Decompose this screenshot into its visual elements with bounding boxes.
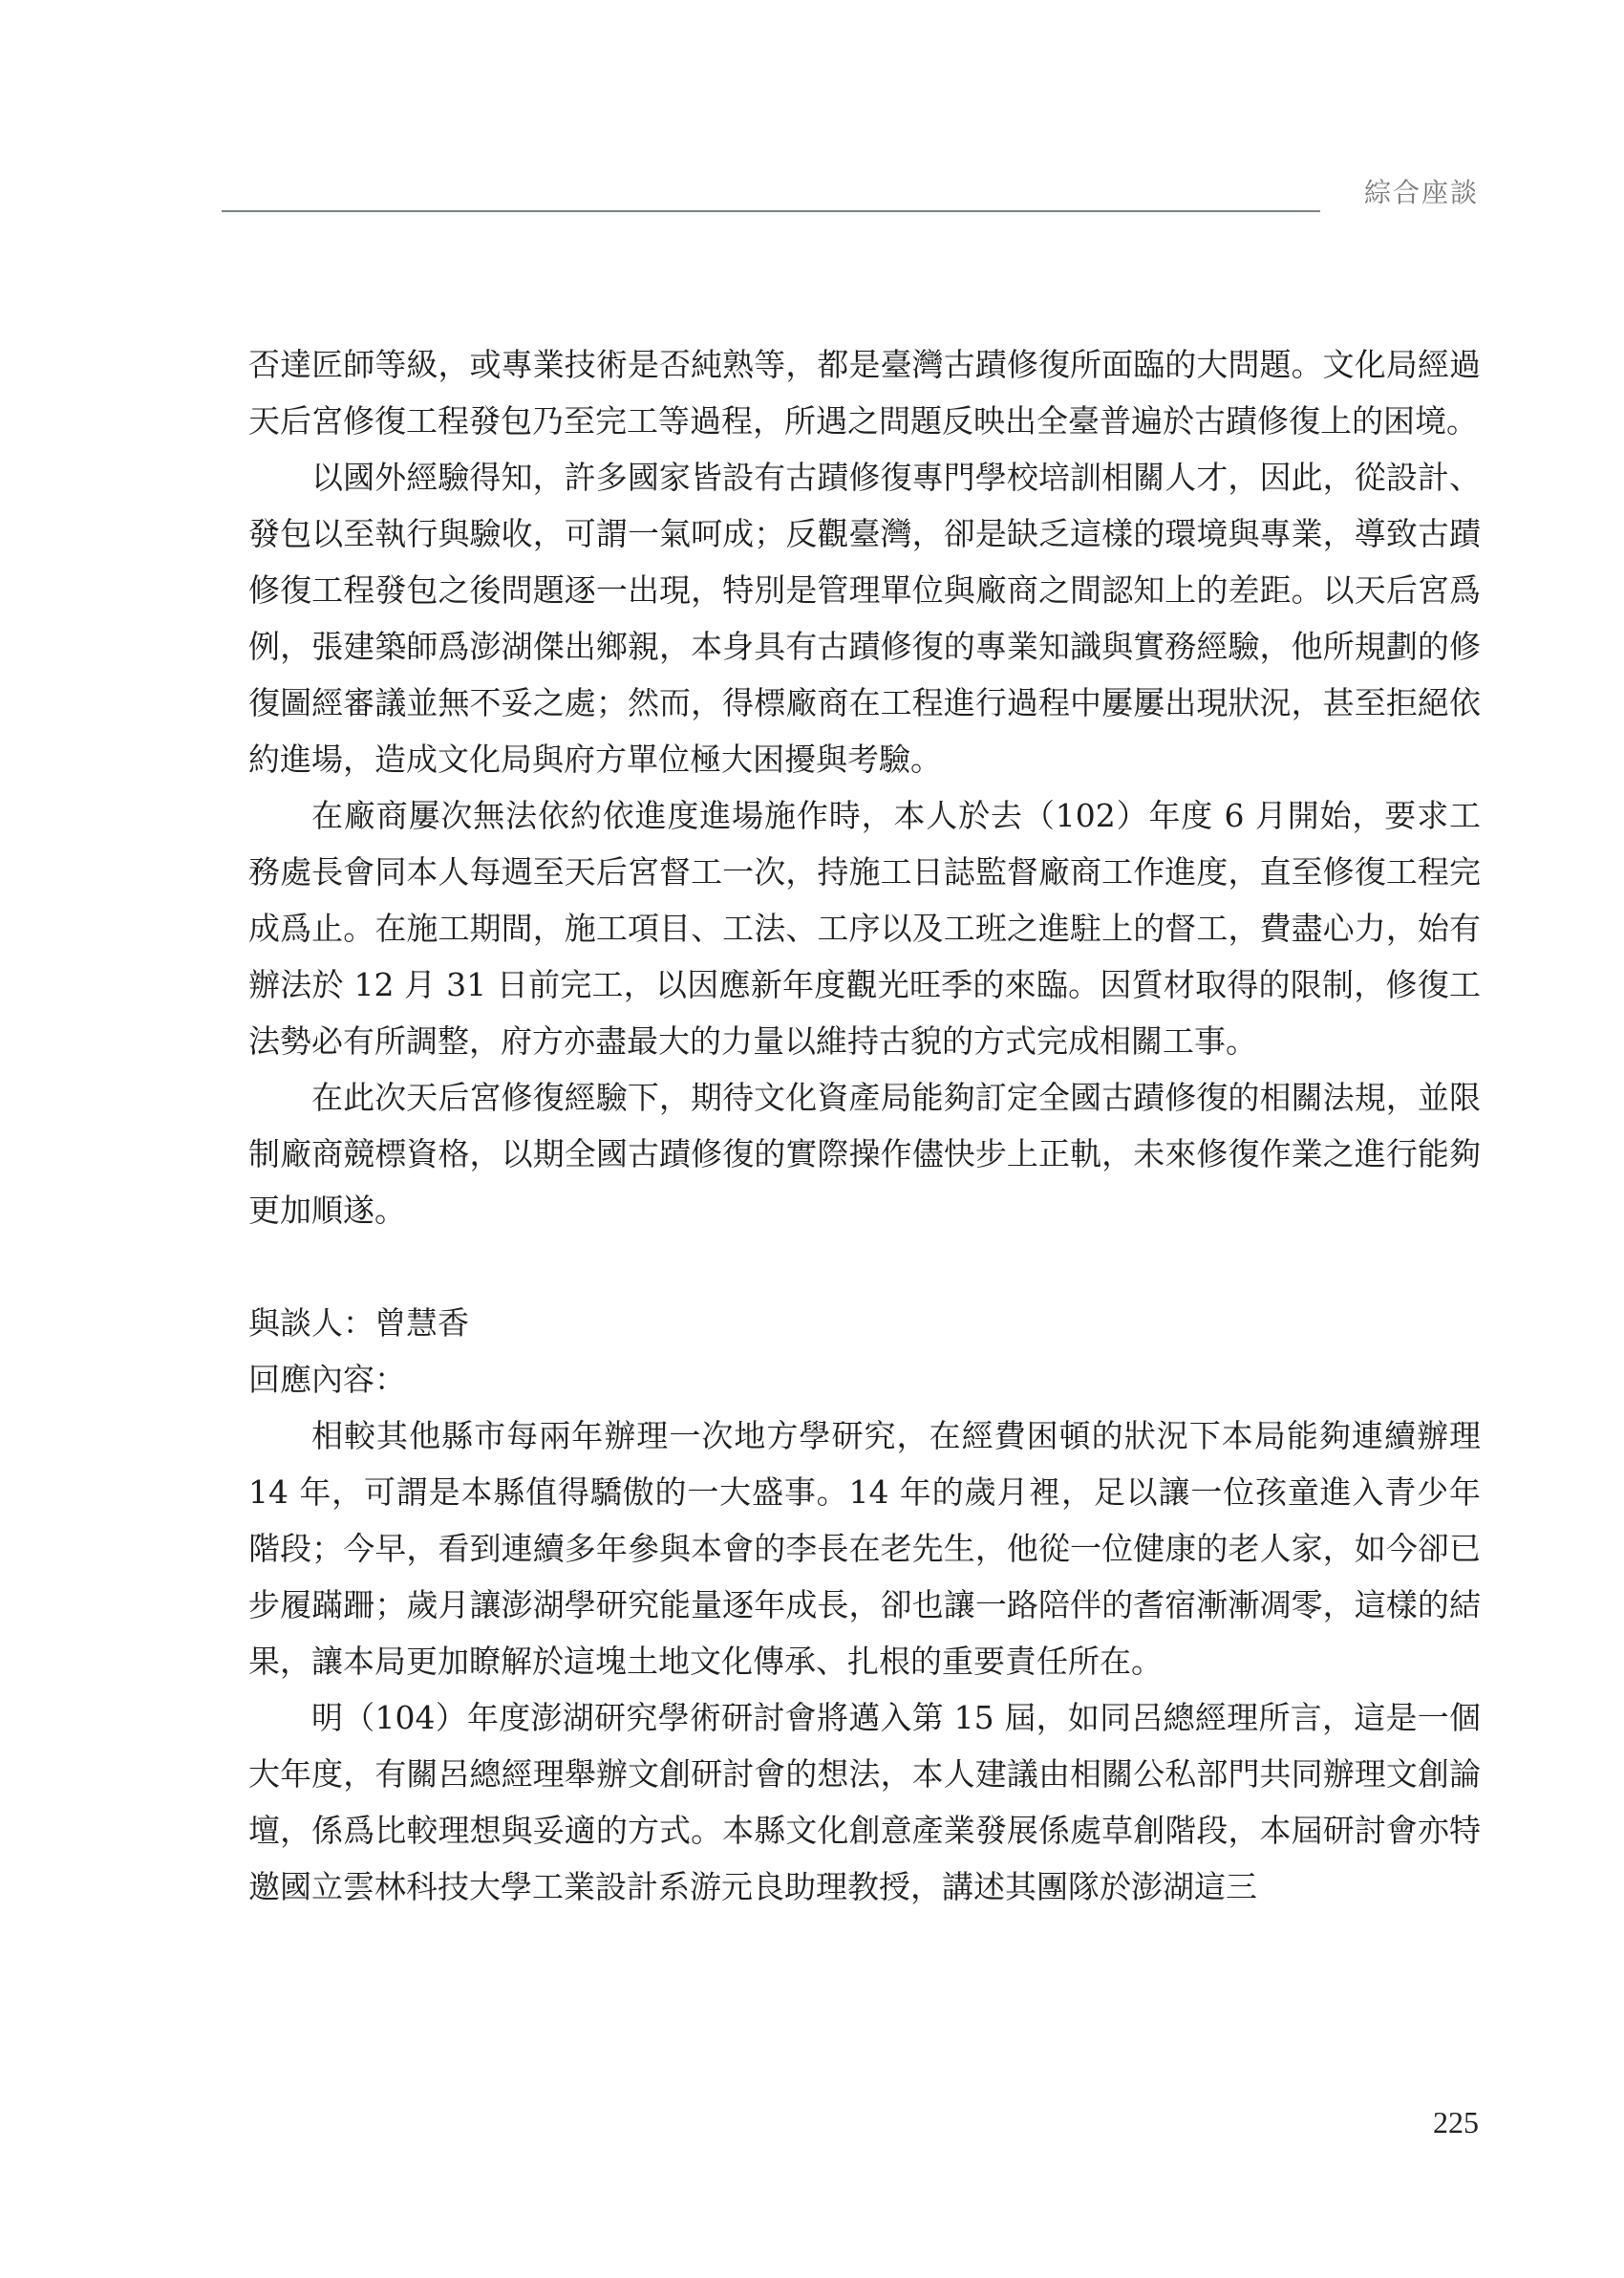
response-paragraph: 相較其他縣市每兩年辦理一次地方學研究，在經費困頓的狀況下本局能夠連續辦理 14 年，可謂是本縣值得驕傲的一大盛事。14 年的歲月裡，足以讓一位孩童進入青少年階段；今早，看到連續多年參與本會的李長在老先生，他從一位健康的老人家，如今卻已步履蹣跚；歲月讓澎湖學研究能量逐年成長，卻也讓一路陪伴的耆宿漸漸凋零，這樣的結果，讓本局更加瞭解於這塊土地文化傳承、扎根的重要責任所在。 xyxy=(248,1417,1481,1680)
paragraph-continued: 否達匠師等級，或專業技術是否純熟等，都是臺灣古蹟修復所面臨的大問題。文化局經過天后宮修復工程發包乃至完工等過程，所遇之問題反映出全臺普遍於古蹟修復上的困境。 xyxy=(248,346,1481,440)
paragraph-supervision: 在廠商屢次無法依約依進度進場施作時，本人於去（102）年度 6 月開始，要求工務處長會同本人每週至天后宮督工一次，持施工日誌監督廠商工作進度，直至修復工程完成爲止。在施工期間，施工項目、工法、工序以及工班之進駐上的督工，費盡心力，始有辦法於 12 月 31 日前完工，以因應新年度觀光旺季的來臨。因質材取得的限制，修復工法勢必有所調整，府方亦盡最大的力量以維持古貌的方式完成相關工事。 xyxy=(248,797,1481,1060)
header-rule xyxy=(222,210,1320,212)
paragraph-spacer xyxy=(248,1238,1481,1295)
paragraph-expectation: 在此次天后宮修復經驗下，期待文化資產局能夠訂定全國古蹟修復的相關法規，並限制廠商競標資格，以期全國古蹟修復的實際操作儘快步上正軌，未來修復作業之進行能夠更加順遂。 xyxy=(248,1079,1481,1229)
speaker-line: 與談人：曾慧香 xyxy=(248,1304,469,1342)
page-number: 225 xyxy=(1433,2105,1479,2139)
response-label: 回應內容： xyxy=(248,1361,406,1398)
section-label: 綜合座談 xyxy=(1363,177,1479,208)
response-paragraph: 明（104）年度澎湖研究學術研討會將邁入第 15 屆，如同呂總經理所言，這是一個大年度，有關呂總經理舉辦文創研討會的想法，本人建議由相關公私部門共同辦理文創論壇，係爲比較理想與妥適的方式。本縣文化創意產業發展係處草創階段，本屆研討會亦特邀國立雲林科技大學工業設計系游元良助理教授，講述其團隊於澎湖這三 xyxy=(248,1699,1481,1905)
page-body xyxy=(248,336,1481,1915)
paragraph-foreign-experience: 以國外經驗得知，許多國家皆設有古蹟修復專門學校培訓相關人才，因此，從設計、發包以至執行與驗收，可謂一氣呵成；反觀臺灣，卻是缺乏這樣的環境與專業，導致古蹟修復工程發包之後問題逐一出現，特別是管理單位與廠商之間認知上的差距。以天后宮爲例，張建築師爲澎湖傑出鄉親，本身具有古蹟修復的專業知識與實務經驗，他所規劃的修復圖經審議並無不妥之處；然而，得標廠商在工程進行過程中屢屢出現狀況，甚至拒絕依約進場，造成文化局與府方單位極大困擾與考驗。 xyxy=(248,459,1481,778)
